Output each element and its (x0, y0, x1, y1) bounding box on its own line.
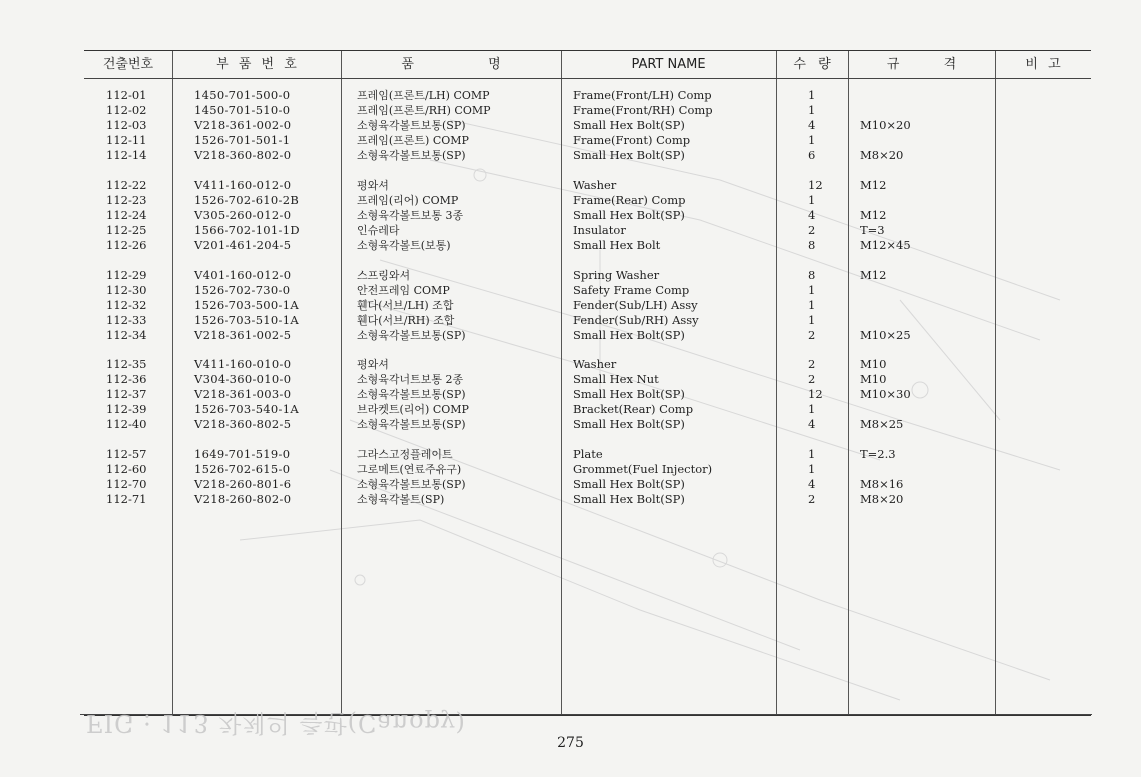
item-number: 112-35 (106, 357, 147, 371)
korean-name: 그로메트(연료주유구) (357, 463, 462, 476)
part-number: V218-361-002-0 (194, 118, 292, 132)
table-row (84, 133, 1091, 148)
part-name: Washer (573, 178, 617, 192)
table-row (84, 402, 1091, 417)
part-name: Small Hex Bolt(SP) (573, 417, 685, 431)
table-row (84, 193, 1091, 208)
page-number: 275 (557, 735, 584, 751)
part-number: 1526-703-540-1A (194, 402, 299, 416)
part-number: V304-360-010-0 (194, 372, 292, 386)
spec: M12 (860, 268, 887, 282)
part-number: 1526-702-730-0 (194, 283, 291, 297)
spec: M12 (860, 178, 887, 192)
part-number: 1526-702-615-0 (194, 462, 291, 476)
part-number: V411-160-012-0 (194, 178, 292, 192)
quantity: 2 (808, 328, 816, 342)
part-name: Small Hex Nut (573, 372, 659, 386)
table-row (84, 328, 1091, 343)
table-row (84, 298, 1091, 313)
row-group (84, 88, 1091, 163)
item-number: 112-23 (106, 193, 147, 207)
spec: M12×45 (860, 238, 911, 252)
table-row (84, 447, 1091, 462)
part-name: Small Hex Bolt(SP) (573, 328, 685, 342)
korean-name: 스프링와셔 (357, 269, 411, 282)
part-number: 1566-702-101-1D (194, 223, 300, 237)
part-name: Bracket(Rear) Comp (573, 402, 694, 416)
part-number: V218-361-003-0 (194, 387, 292, 401)
part-number: 1526-703-500-1A (194, 298, 299, 312)
part-number: V411-160-010-0 (194, 357, 292, 371)
item-number: 112-70 (106, 477, 147, 491)
part-name: Small Hex Bolt(SP) (573, 118, 685, 132)
korean-name: 소형육각볼트보통(SP) (357, 478, 466, 491)
korean-name: 소형육각너트보통 2종 (357, 373, 464, 386)
spec: M12 (860, 208, 887, 222)
quantity: 4 (808, 118, 816, 132)
quantity: 2 (808, 223, 816, 237)
spec: M8×16 (860, 477, 904, 491)
row-group (84, 268, 1091, 343)
table-row (84, 462, 1091, 477)
parts-table (84, 50, 1091, 716)
item-number: 112-71 (106, 492, 147, 506)
header-part-number: 부 품 번 호 (216, 57, 297, 72)
korean-name: 안전프레임 COMP (357, 284, 450, 297)
table-row (84, 178, 1091, 193)
quantity: 12 (808, 178, 823, 192)
quantity: 1 (808, 298, 816, 312)
spec: M10 (860, 372, 887, 386)
item-number: 112-11 (106, 133, 147, 147)
quantity: 1 (808, 402, 816, 416)
header-korean-name: 품 명 (401, 57, 501, 72)
table-row (84, 357, 1091, 372)
item-number: 112-33 (106, 313, 147, 327)
quantity: 4 (808, 208, 816, 222)
part-number: 1450-701-500-0 (194, 88, 291, 102)
table-row (84, 313, 1091, 328)
table-row (84, 223, 1091, 238)
spec: M10×30 (860, 387, 911, 401)
part-number: 1526-701-501-1 (194, 133, 291, 147)
quantity: 1 (808, 103, 816, 117)
korean-name: 휀다(서브/LH) 조합 (357, 299, 454, 312)
spec: M8×25 (860, 417, 904, 431)
table-row (84, 268, 1091, 283)
item-number: 112-03 (106, 118, 147, 132)
item-number: 112-02 (106, 103, 147, 117)
part-number: 1526-703-510-1A (194, 313, 299, 327)
row-group (84, 447, 1091, 507)
quantity: 4 (808, 417, 816, 431)
part-name: Spring Washer (573, 268, 660, 282)
part-number: 1526-702-610-2B (194, 193, 300, 207)
table-row (84, 492, 1091, 507)
part-name: Frame(Rear) Comp (573, 193, 686, 207)
korean-name: 소형육각볼트보통(SP) (357, 119, 466, 132)
item-number: 112-30 (106, 283, 147, 297)
korean-name: 소형육각볼트보통(SP) (357, 388, 466, 401)
part-name: Frame(Front/RH) Comp (573, 103, 713, 117)
korean-name: 평와셔 (357, 179, 389, 192)
korean-name: 그라스고정플레이트 (357, 448, 453, 461)
part-number: V218-260-801-6 (194, 477, 292, 491)
item-number: 112-60 (106, 462, 147, 476)
item-number: 112-37 (106, 387, 147, 401)
quantity: 6 (808, 148, 816, 162)
table-row (84, 103, 1091, 118)
table-row (84, 417, 1091, 432)
part-name: Safety Frame Comp (573, 283, 690, 297)
item-number: 112-25 (106, 223, 147, 237)
part-number: 1450-701-510-0 (194, 103, 291, 117)
korean-name: 프레임(프론트) COMP (357, 134, 469, 147)
table-row (84, 477, 1091, 492)
item-number: 112-14 (106, 148, 147, 162)
part-name: Small Hex Bolt(SP) (573, 477, 685, 491)
item-number: 112-34 (106, 328, 147, 342)
part-name: Insulator (573, 223, 626, 237)
part-number: V401-160-012-0 (194, 268, 292, 282)
figure-caption-mirrored: FIG : 113 차체의 측판(Canopy) (86, 709, 466, 737)
part-name: Small Hex Bolt(SP) (573, 387, 685, 401)
quantity: 1 (808, 447, 816, 461)
korean-name: 소형육각볼트보통(SP) (357, 329, 466, 342)
part-name: Washer (573, 357, 617, 371)
part-number: V218-360-802-5 (194, 417, 292, 431)
korean-name: 소형육각볼트보통(SP) (357, 149, 466, 162)
quantity: 12 (808, 387, 823, 401)
item-number: 112-01 (106, 88, 147, 102)
part-name: Frame(Front/LH) Comp (573, 88, 712, 102)
item-number: 112-36 (106, 372, 147, 386)
quantity: 1 (808, 133, 816, 147)
part-name: Fender(Sub/RH) Assy (573, 313, 699, 327)
korean-name: 휀다(서브/RH) 조합 (357, 314, 455, 327)
item-number: 112-32 (106, 298, 147, 312)
korean-name: 브라켓트(리어) COMP (357, 403, 469, 416)
part-name: Frame(Front) Comp (573, 133, 691, 147)
header-item-number: 건출번호 (102, 57, 154, 72)
item-number: 112-22 (106, 178, 147, 192)
part-number: 1649-701-519-0 (194, 447, 291, 461)
spec: T=2.3 (860, 447, 896, 461)
table-row (84, 387, 1091, 402)
korean-name: 소형육각볼트(보통) (357, 239, 451, 252)
quantity: 1 (808, 462, 816, 476)
quantity: 1 (808, 283, 816, 297)
table-row (84, 88, 1091, 103)
korean-name: 평와셔 (357, 358, 389, 371)
header-quantity: 수 량 (793, 57, 831, 72)
table-row (84, 372, 1091, 387)
quantity: 2 (808, 492, 816, 506)
korean-name: 소형육각볼트보통(SP) (357, 418, 466, 431)
header-divider (84, 78, 1091, 79)
part-name: Small Hex Bolt(SP) (573, 148, 685, 162)
item-number: 112-29 (106, 268, 147, 282)
quantity: 1 (808, 193, 816, 207)
korean-name: 프레임(프론트/LH) COMP (357, 89, 490, 102)
row-group (84, 357, 1091, 432)
quantity: 1 (808, 88, 816, 102)
table-row (84, 148, 1091, 163)
item-number: 112-40 (106, 417, 147, 431)
korean-name: 프레임(리어) COMP (357, 194, 459, 207)
item-number: 112-57 (106, 447, 147, 461)
part-name: Small Hex Bolt(SP) (573, 208, 685, 222)
table-row (84, 118, 1091, 133)
spec: M8×20 (860, 148, 904, 162)
header-spec: 규 격 (886, 57, 957, 72)
quantity: 2 (808, 357, 816, 371)
item-number: 112-26 (106, 238, 147, 252)
quantity: 8 (808, 268, 816, 282)
table-row (84, 283, 1091, 298)
quantity: 1 (808, 313, 816, 327)
table-row (84, 238, 1091, 253)
part-name: Grommet(Fuel Injector) (573, 462, 713, 476)
part-number: V305-260-012-0 (194, 208, 292, 222)
part-name: Small Hex Bolt (573, 238, 661, 252)
part-name: Plate (573, 447, 603, 461)
item-number: 112-39 (106, 402, 147, 416)
korean-name: 소형육각볼트(SP) (357, 493, 445, 506)
header-remarks: 비 고 (1025, 57, 1061, 72)
part-number: V218-361-002-5 (194, 328, 292, 342)
part-number: V218-260-802-0 (194, 492, 292, 506)
part-name: Small Hex Bolt(SP) (573, 492, 685, 506)
spec: M10×20 (860, 118, 911, 132)
spec: M10 (860, 357, 887, 371)
part-number: V218-360-802-0 (194, 148, 292, 162)
korean-name: 인슈레타 (357, 224, 400, 237)
quantity: 4 (808, 477, 816, 491)
part-name: Fender(Sub/LH) Assy (573, 298, 698, 312)
header-part-name: PART NAME (631, 57, 706, 72)
part-number: V201-461-204-5 (194, 238, 292, 252)
korean-name: 소형육각볼트보통 3종 (357, 209, 464, 222)
spec: M8×20 (860, 492, 904, 506)
spec: M10×25 (860, 328, 911, 342)
item-number: 112-24 (106, 208, 147, 222)
quantity: 8 (808, 238, 816, 252)
spec: T=3 (860, 223, 885, 237)
quantity: 2 (808, 372, 816, 386)
row-group (84, 178, 1091, 253)
korean-name: 프레임(프론트/RH) COMP (357, 104, 491, 117)
table-row (84, 208, 1091, 223)
